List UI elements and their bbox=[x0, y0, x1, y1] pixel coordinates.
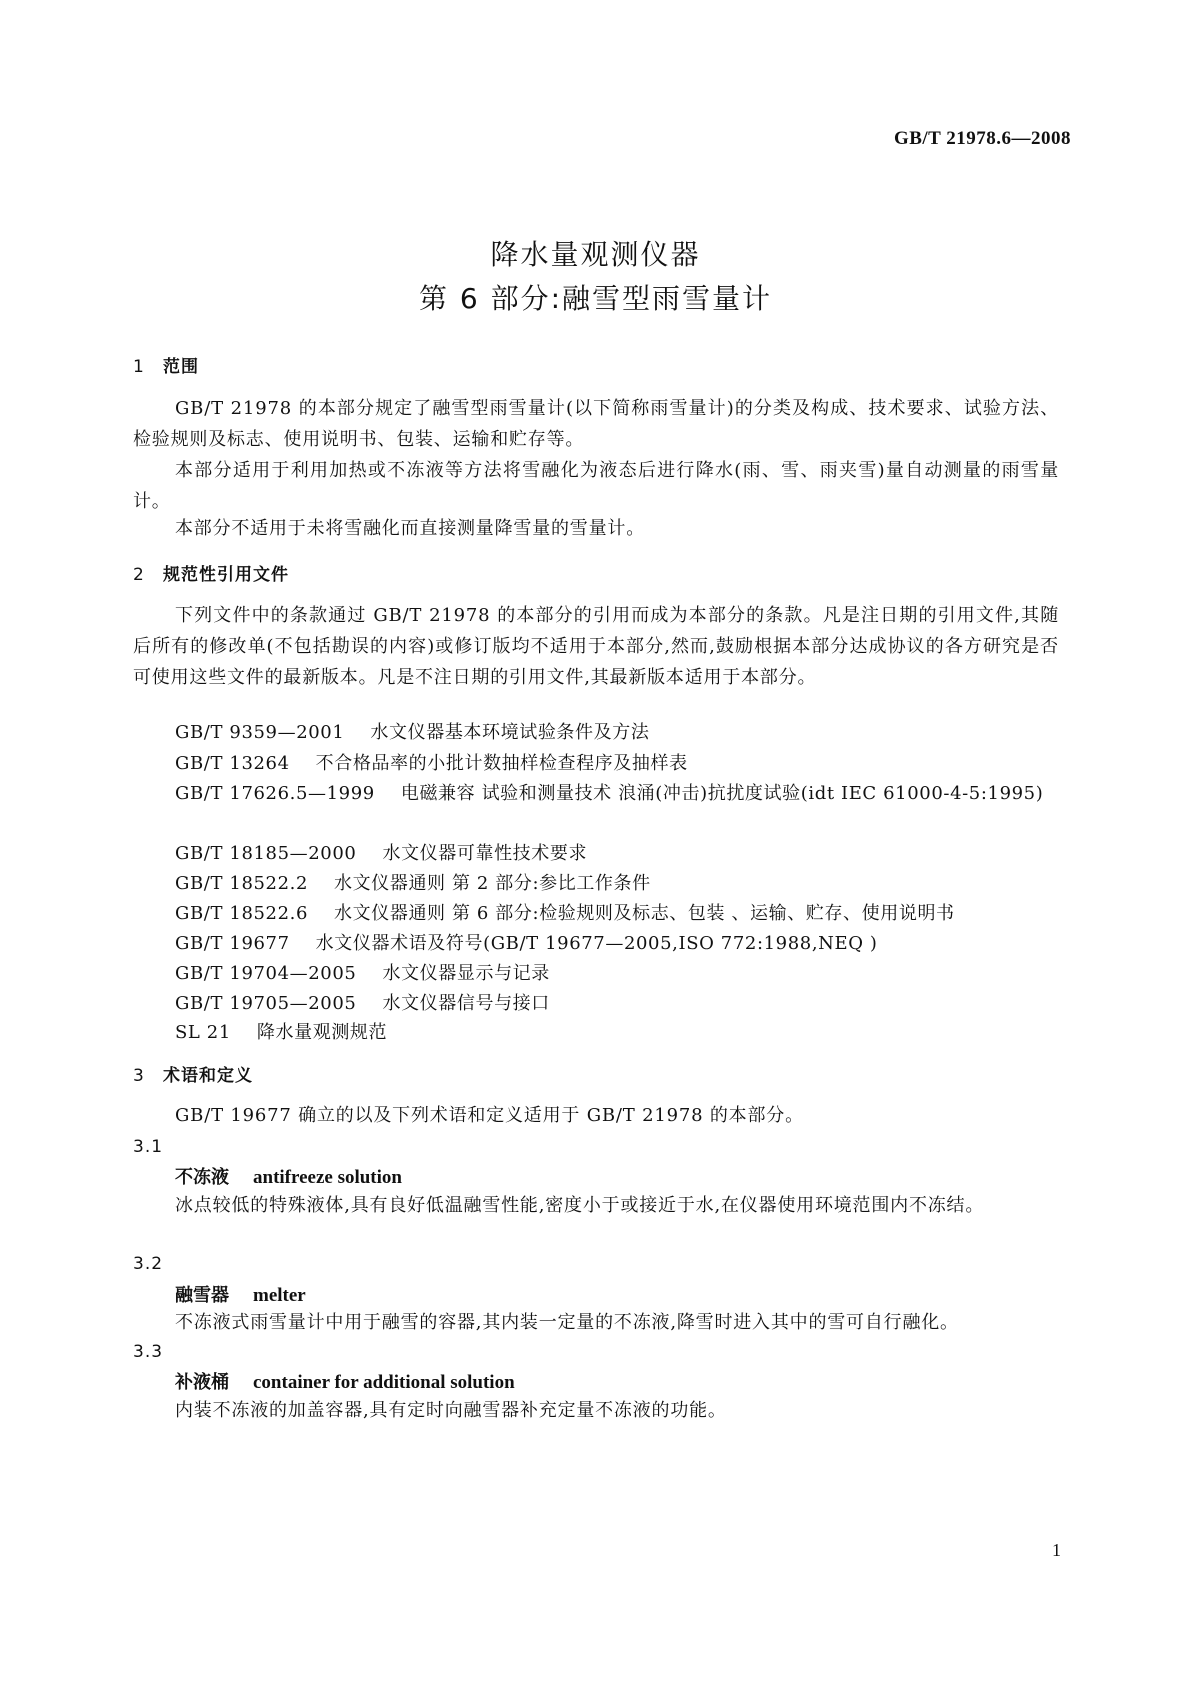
reference-title: 不合格品率的小批计数抽样检查程序及抽样表 bbox=[315, 753, 688, 774]
paragraph: GB/T 21978 的本部分规定了融雪型雨雪量计(以下简称雨雪量计)的分类及构成、技术要求、试验方法、检验规则及标志、使用说明书、包装、运输和贮存等。 bbox=[133, 398, 1059, 450]
section-title: 术语和定义 bbox=[163, 1066, 253, 1086]
reference-title: 电磁兼容 试验和测量技术 浪涌(冲击)抗扰度试验(idt IEC 61000-4-5:1995) bbox=[400, 783, 1044, 804]
reference-item bbox=[175, 1017, 1059, 1048]
section-number: 1 bbox=[133, 357, 145, 377]
reference-title: 水文仪器基本环境试验条件及方法 bbox=[370, 722, 650, 743]
reference-code: GB/T 19705—2005 bbox=[175, 993, 357, 1014]
paragraph: 下列文件中的条款通过 GB/T 21978 的本部分的引用而成为本部分的条款。凡是注日期的引用文件,其随后所有的修改单(不包括勘误的内容)或修订版均不适用于本部分,然而,鼓励根据本部分达成协议的各方研究是否可使用这些文件的最新版本。凡是不注日期的引用文件,其最新版本适用于本部分。 bbox=[133, 605, 1059, 688]
term-zh: 不冻液 bbox=[175, 1167, 229, 1188]
term-zh: 融雪器 bbox=[175, 1285, 229, 1306]
section-2-heading bbox=[133, 560, 289, 585]
reference-item bbox=[175, 898, 1059, 929]
paragraph: 本部分不适用于未将雪融化而直接测量降雪量的雪量计。 bbox=[175, 518, 645, 539]
reference-title: 降水量观测规范 bbox=[256, 1022, 388, 1043]
reference-code: GB/T 19704—2005 bbox=[175, 963, 357, 984]
page-number: 1 bbox=[1052, 1540, 1061, 1560]
reference-code: GB/T 18522.6 bbox=[175, 903, 309, 924]
reference-item bbox=[175, 868, 1059, 899]
reference-code: GB/T 17626.5—1999 bbox=[175, 783, 375, 804]
term-definition: 冰点较低的特殊液体,具有良好低温融雪性能,密度小于或接近于水,在仪器使用环境范围内不冻结。 bbox=[175, 1195, 985, 1216]
term-entry bbox=[175, 1163, 402, 1189]
term-en: antifreeze solution bbox=[253, 1167, 402, 1188]
term-zh: 补液桶 bbox=[175, 1372, 229, 1393]
term-definition: 内装不冻液的加盖容器,具有定时向融雪器补充定量不冻液的功能。 bbox=[175, 1400, 727, 1421]
reference-title: 水文仪器通则 第 6 部分:检验规则及标志、包装 、运输、贮存、使用说明书 bbox=[334, 903, 955, 924]
standard-code: GB/T 21978.6—2008 bbox=[893, 128, 1071, 149]
section-number: 2 bbox=[133, 565, 145, 585]
clause-number: 3.2 bbox=[133, 1254, 164, 1274]
reference-item bbox=[175, 748, 1059, 779]
section-number: 3 bbox=[133, 1066, 145, 1086]
reference-code: GB/T 13264 bbox=[175, 753, 290, 774]
reference-title: 水文仪器显示与记录 bbox=[382, 963, 550, 984]
clause-number: 3.1 bbox=[133, 1137, 164, 1157]
term-en: container for additional solution bbox=[253, 1372, 515, 1393]
section-title: 范围 bbox=[163, 357, 199, 377]
reference-code: SL 21 bbox=[175, 1022, 231, 1043]
term-definition: 不冻液式雨雪量计中用于融雪的容器,其内装一定量的不冻液,降雪时进入其中的雪可自行融化。 bbox=[175, 1312, 959, 1333]
reference-item bbox=[175, 988, 1059, 1019]
reference-item bbox=[175, 838, 1059, 869]
reference-title: 水文仪器信号与接口 bbox=[382, 993, 550, 1014]
reference-item bbox=[133, 778, 1059, 809]
section-title: 规范性引用文件 bbox=[163, 565, 289, 585]
reference-title: 水文仪器术语及符号(GB/T 19677—2005,ISO 772:1988,NEQ ) bbox=[315, 933, 878, 954]
document-subtitle: 第 6 部分:融雪型雨雪量计 bbox=[418, 282, 773, 315]
term-en: melter bbox=[253, 1285, 306, 1306]
section-1-heading bbox=[133, 352, 199, 377]
clause-number: 3.3 bbox=[133, 1342, 164, 1362]
document-title: 降水量观测仪器 bbox=[490, 238, 701, 271]
paragraph: GB/T 19677 确立的以及下列术语和定义适用于 GB/T 21978 的本部分。 bbox=[175, 1105, 804, 1126]
reference-code: GB/T 9359—2001 bbox=[175, 722, 345, 743]
term-entry bbox=[175, 1281, 306, 1307]
term-entry bbox=[175, 1368, 515, 1394]
reference-code: GB/T 18522.2 bbox=[175, 873, 309, 894]
paragraph: 本部分适用于利用加热或不冻液等方法将雪融化为液态后进行降水(雨、雪、雨夹雪)量自动测量的雨雪量计。 bbox=[133, 460, 1059, 512]
reference-code: GB/T 18185—2000 bbox=[175, 843, 357, 864]
reference-title: 水文仪器通则 第 2 部分:参比工作条件 bbox=[334, 873, 651, 894]
reference-item bbox=[175, 958, 1059, 989]
reference-item bbox=[175, 928, 1059, 959]
reference-code: GB/T 19677 bbox=[175, 933, 290, 954]
reference-item bbox=[175, 717, 1059, 748]
reference-title: 水文仪器可靠性技术要求 bbox=[382, 843, 588, 864]
section-3-heading bbox=[133, 1061, 253, 1086]
